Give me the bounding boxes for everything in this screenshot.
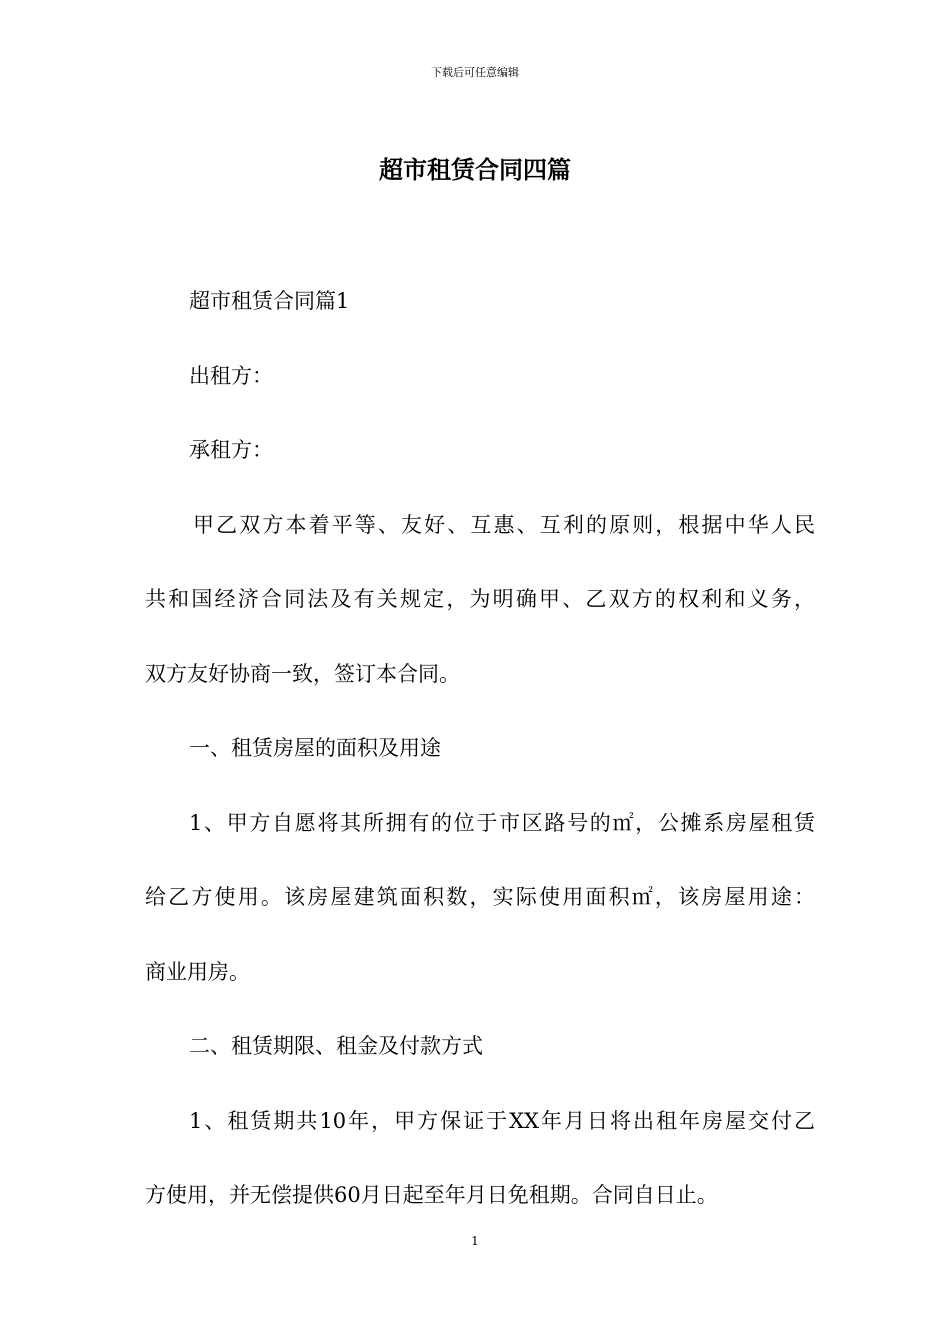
clause-1-title: 一、租赁房屋的面积及用途 [189,736,441,760]
header-note: 下载后可任意编辑 [431,66,519,79]
clause-2-title: 二、租赁期限、租金及付款方式 [189,1034,483,1058]
preamble-line: 甲乙双方本着平等、友好、互惠、互利的原则，根据中华人民 [193,513,815,537]
clause-1-item-line: 给乙方使用。该房屋建筑面积数，实际使用面积㎡，该房屋用途： [145,885,815,909]
page-number: 1 [471,1234,479,1248]
section-heading: 超市租赁合同篇1 [189,289,350,313]
document-title: 超市租赁合同四篇 [379,155,571,184]
clause-2-item-line: 方使用，并无偿提供60月日起至年月日免租期。合同自日止。 [145,1183,718,1207]
preamble-line: 共和国经济合同法及有关规定，为明确甲、乙双方的权利和义务， [145,587,815,611]
lessee-label: 承租方： [189,438,273,462]
clause-1-item-line: 商业用房。 [145,960,250,984]
clause-2-item-line: 1、租赁期共10年，甲方保证于XX年月日将出租年房屋交付乙 [189,1109,815,1133]
preamble-line: 双方友好协商一致，签订本合同。 [145,662,460,686]
clause-1-item-line: 1、甲方自愿将其所拥有的位于市区路号的㎡，公摊系房屋租赁 [189,811,815,835]
lessor-label: 出租方： [189,364,273,388]
